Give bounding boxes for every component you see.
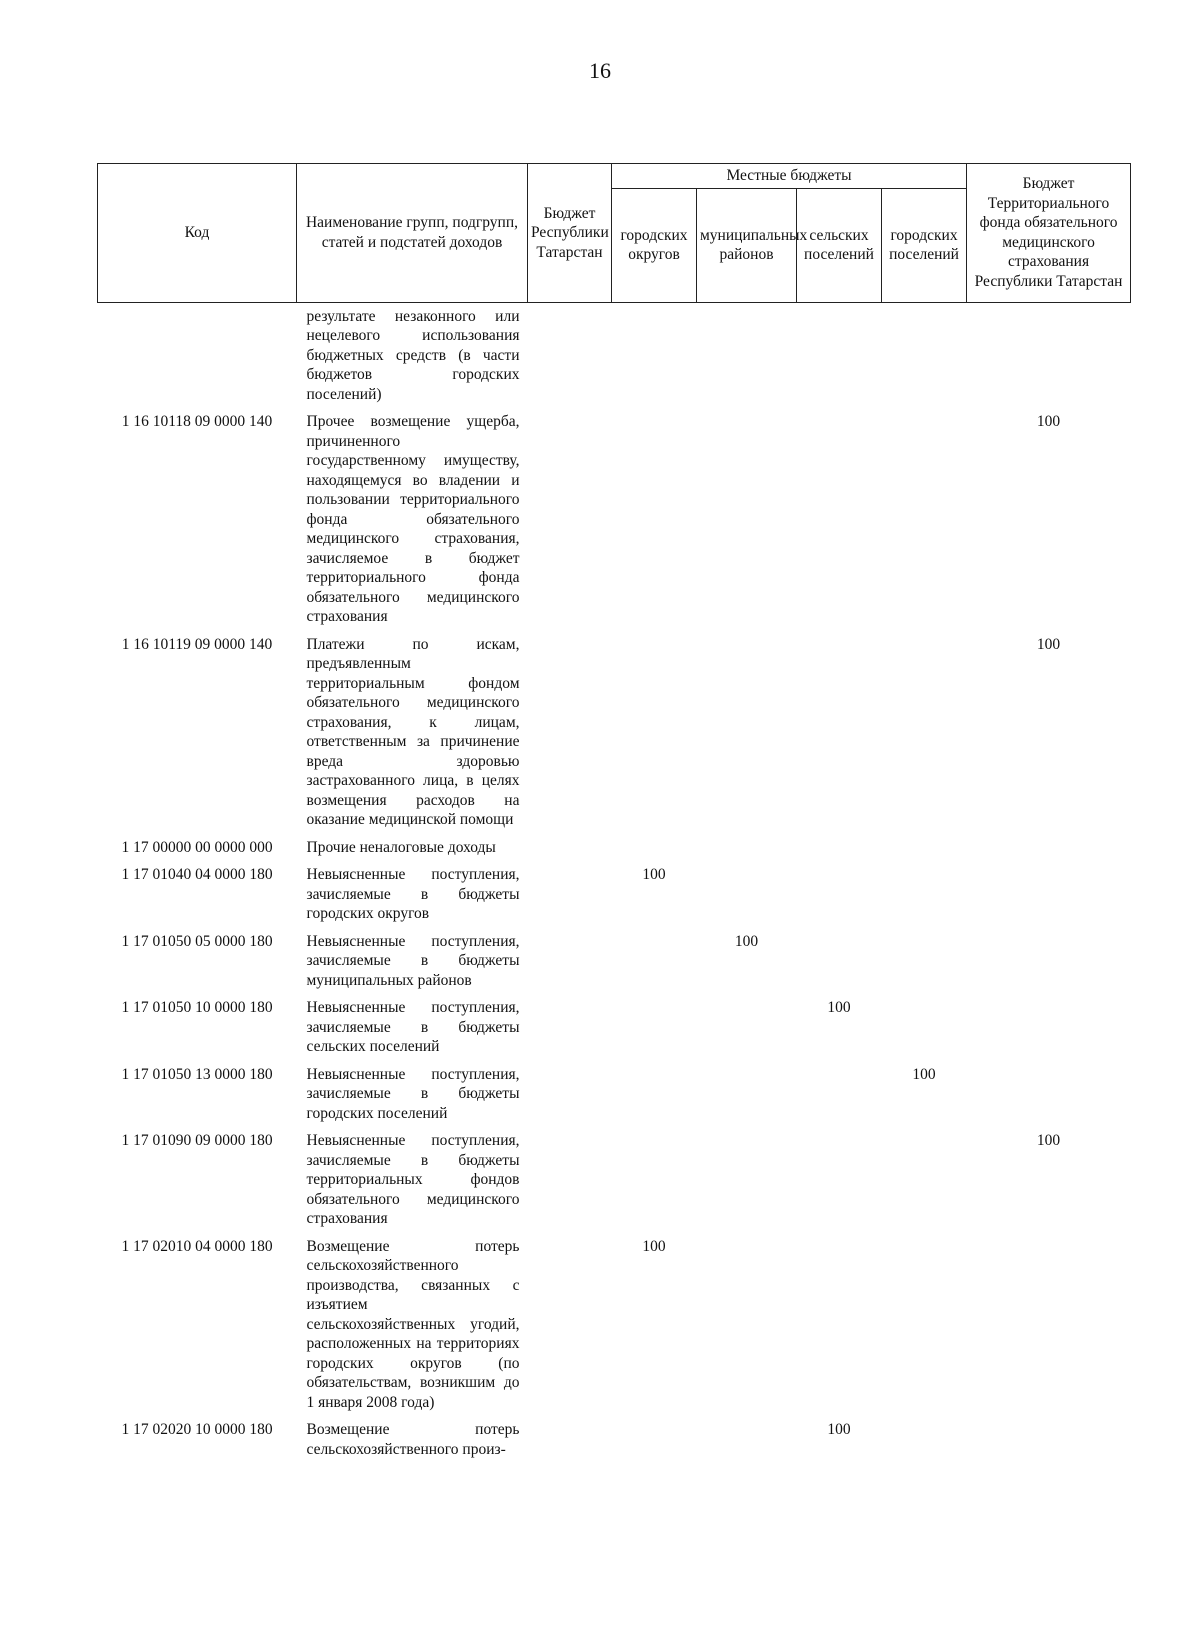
row-value-city-districts <box>612 631 697 834</box>
row-value-municipal-districts <box>697 631 797 834</box>
table-row <box>98 994 1131 1061</box>
header-local-budgets: Местные бюджеты <box>612 164 967 189</box>
row-value-urban-settlements <box>882 861 967 928</box>
table-row <box>98 1233 1131 1417</box>
row-code: 1 17 02020 10 0000 180 <box>121 1421 273 1438</box>
row-code <box>98 302 297 408</box>
row-name: Невыясненные поступления, зачисляемые в бюджеты территориальных фондов обязательного медицинского страхования <box>306 1132 520 1227</box>
row-value-city-districts <box>612 408 697 631</box>
row-value-municipal-districts <box>697 1127 797 1233</box>
row-value-rural-settlements <box>797 1061 882 1128</box>
header-rural-settlements: сельских поселений <box>797 188 882 302</box>
table-row <box>98 1061 1131 1128</box>
row-value-fund <box>967 994 1131 1061</box>
row-value-municipal-districts <box>697 408 797 631</box>
header-name: Наименование групп, подгрупп, статей и подстатей доходов <box>297 164 528 303</box>
header-fund-budget: Бюджет Территориального фонда обязательного медицинского страхования Республики Татарстан <box>967 164 1131 303</box>
table-row <box>98 1127 1131 1233</box>
row-value-republic <box>528 928 612 995</box>
row-code: 1 17 01050 13 0000 180 <box>121 1065 273 1083</box>
row-value-rural-settlements <box>797 408 882 631</box>
row-code: 1 17 01040 04 0000 180 <box>121 866 273 883</box>
header-code: Код <box>98 164 297 303</box>
row-code: 1 17 00000 00 0000 000 <box>121 838 273 856</box>
row-value-fund <box>967 1233 1131 1417</box>
row-value-fund: 100 <box>1036 635 1061 653</box>
table-row <box>98 302 1131 408</box>
row-value-municipal-districts <box>697 861 797 928</box>
row-value-municipal-districts <box>697 994 797 1061</box>
row-value-republic <box>528 408 612 631</box>
row-value-city-districts: 100 <box>642 1237 666 1255</box>
row-code: 1 16 10119 09 0000 140 <box>121 635 273 653</box>
row-value-urban-settlements <box>882 1127 967 1233</box>
row-value-city-districts <box>612 1061 697 1128</box>
table-row <box>98 408 1131 631</box>
table-row <box>98 928 1131 995</box>
row-value-fund: 100 <box>1036 1132 1061 1149</box>
table-body <box>98 302 1131 1463</box>
row-value-republic <box>528 1416 612 1463</box>
row-code: 1 17 01050 05 0000 180 <box>121 932 273 950</box>
row-value-municipal-districts <box>697 302 797 408</box>
table-row <box>98 834 1131 862</box>
header-urban-settlements: городских поселений <box>882 188 967 302</box>
row-value-rural-settlements <box>797 302 882 408</box>
row-name: Возмещение потерь сельскохозяйственного произ- <box>306 1421 520 1458</box>
row-value-republic <box>528 1061 612 1128</box>
header-republic-budget: Бюджет Республики Татарстан <box>528 164 612 303</box>
row-value-rural-settlements: 100 <box>827 999 851 1016</box>
header-city-districts: городских округов <box>612 188 697 302</box>
row-value-fund <box>967 928 1131 995</box>
row-value-fund <box>967 834 1131 862</box>
row-value-city-districts <box>612 994 697 1061</box>
row-value-city-districts <box>612 1416 697 1463</box>
row-value-urban-settlements <box>882 302 967 408</box>
row-value-republic <box>528 861 612 928</box>
row-value-urban-settlements: 100 <box>912 1065 936 1083</box>
row-code: 1 17 01090 09 0000 180 <box>121 1132 273 1149</box>
row-value-municipal-districts <box>697 834 797 862</box>
row-value-city-districts <box>612 1127 697 1233</box>
row-name: Невыясненные поступления, зачисляемые в бюджеты муниципальных районов <box>306 932 520 989</box>
row-value-city-districts <box>612 928 697 995</box>
row-value-urban-settlements <box>882 928 967 995</box>
row-value-republic <box>528 834 612 862</box>
row-value-republic <box>528 302 612 408</box>
table-header <box>98 164 1131 303</box>
header-municipal-districts: муниципальных районов <box>697 188 797 302</box>
row-value-municipal-districts: 100 <box>734 932 759 950</box>
row-value-city-districts <box>612 834 697 862</box>
row-value-rural-settlements <box>797 834 882 862</box>
row-value-urban-settlements <box>882 1416 967 1463</box>
row-name: Прочие неналоговые доходы <box>306 838 496 856</box>
row-value-municipal-districts <box>697 1233 797 1417</box>
table-row <box>98 861 1131 928</box>
row-value-republic <box>528 1233 612 1417</box>
row-value-municipal-districts <box>697 1061 797 1128</box>
table-row <box>98 1416 1131 1463</box>
row-value-city-districts <box>612 302 697 408</box>
row-code: 1 16 10118 09 0000 140 <box>121 413 273 430</box>
row-code: 1 17 01050 10 0000 180 <box>121 999 273 1016</box>
row-value-fund <box>967 1416 1131 1463</box>
row-value-urban-settlements <box>882 631 967 834</box>
row-value-urban-settlements <box>882 408 967 631</box>
row-value-rural-settlements <box>797 631 882 834</box>
row-name: Невыясненные поступления, зачисляемые в бюджеты городских округов <box>306 866 520 922</box>
row-value-fund: 100 <box>1036 413 1061 430</box>
row-name: результате незаконного или нецелевого использования бюджетных средств (в части бюджетов городских поселений) <box>306 307 520 403</box>
row-value-republic <box>528 631 612 834</box>
row-value-urban-settlements <box>882 834 967 862</box>
row-value-fund <box>967 302 1131 408</box>
row-value-urban-settlements <box>882 1233 967 1417</box>
row-name: Прочее возмещение ущерба, причиненного государственному имуществу, находящемуся во владении и пользовании территориального фонда обязательного медицинского страхования, зачисляемое в бюджет территориального фонда обязательного медицинского страхования <box>306 413 520 625</box>
row-name: Платежи по искам, предъявленным территориальным фондом обязательного медицинского страхования, к лицам, ответственным за причинение вреда здоровью застрахованного лица, в целях возмещения расходов на оказание медицинской помощи <box>306 635 520 828</box>
row-code: 1 17 02010 04 0000 180 <box>121 1237 273 1255</box>
row-value-rural-settlements <box>797 1127 882 1233</box>
row-value-urban-settlements <box>882 994 967 1061</box>
row-value-city-districts: 100 <box>642 866 666 883</box>
row-name: Невыясненные поступления, зачисляемые в бюджеты городских поселений <box>306 1065 520 1122</box>
table-row <box>98 631 1131 834</box>
row-value-republic <box>528 1127 612 1233</box>
row-value-rural-settlements: 100 <box>827 1421 851 1438</box>
row-value-municipal-districts <box>697 1416 797 1463</box>
row-value-fund <box>967 861 1131 928</box>
row-name: Возмещение потерь сельскохозяйственного производства, связанных с изъятием сельскохозяйственных угодий, расположенных на территориях городских округов (по обязательствам, возникшим до 1 января 2008 года) <box>306 1237 520 1411</box>
revenue-distribution-table <box>97 163 1131 1463</box>
page-number: 16 <box>589 58 611 83</box>
row-name: Невыясненные поступления, зачисляемые в бюджеты сельских поселений <box>306 999 520 1055</box>
row-value-fund <box>967 1061 1131 1128</box>
row-value-rural-settlements <box>797 1233 882 1417</box>
row-value-republic <box>528 994 612 1061</box>
row-value-rural-settlements <box>797 861 882 928</box>
row-value-rural-settlements <box>797 928 882 995</box>
